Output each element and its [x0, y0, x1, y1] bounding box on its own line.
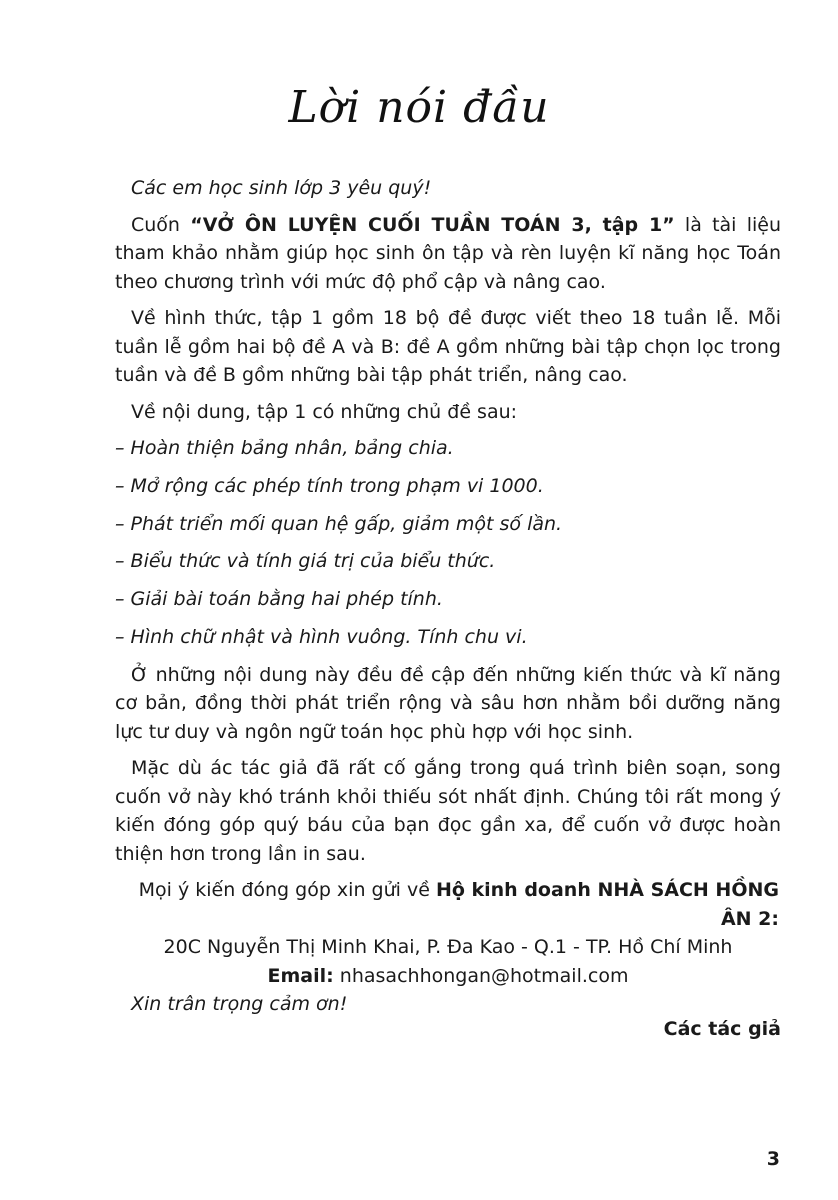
contact-lead: Mọi ý kiến đóng góp xin gửi về — [138, 879, 436, 902]
content-intro: Về nội dung, tập 1 có những chủ đề sau: — [131, 400, 518, 423]
thanks: Xin trân trọng cảm ơn! — [131, 993, 348, 1016]
topic-item: – Phát triển mối quan hệ gấp, giảm một số lần. — [115, 512, 563, 535]
signature: Các tác giả — [663, 1018, 781, 1040]
publisher-name: Hộ kinh doanh NHÀ SÁCH HỒNG ÂN 2: — [435, 879, 779, 930]
greeting: Các em học sinh lớp 3 yêu quý! — [131, 177, 432, 199]
book-title: “VỞ ÔN LUYỆN CUỐI TUẦN TOÁN 3, tập 1” — [190, 213, 675, 236]
publisher-address: 20C Nguyễn Thị Minh Khai, P. Đa Kao - Q.1 - TP. Hồ Chí Minh — [163, 936, 733, 959]
email-label: Email: — [267, 964, 334, 987]
topic-item: – Giải bài toán bằng hai phép tính. — [115, 588, 443, 611]
topic-item: – Hình chữ nhật và hình vuông. Tính chu vi. — [115, 625, 528, 648]
topic-item: – Biểu thức và tính giá trị của biểu thức. — [115, 550, 496, 573]
intro-suffix: là tài liệu tham khảo nhằm giúp học sinh ôn tập và rèn luyện kĩ năng học Toán theo chương trình với mức độ phổ cập và nâng cao. — [115, 213, 782, 293]
topic-item: – Mở rộng các phép tính trong phạm vi 1000. — [115, 474, 544, 497]
contact-line — [115, 876, 781, 933]
page-number: 3 — [766, 1148, 780, 1170]
apology-paragraph: Mặc dù ác tác giả đã rất cố gắng trong quá trình biên soạn, song cuốn vở này khó tránh khỏi thiếu sót nhất định. Chúng tôi rất mong ý kiến đóng góp quý báu của bạn đọc gần xa, để cuốn vở được hoàn thiện hơn trong lần in sau. — [115, 757, 781, 865]
preface-body — [115, 174, 781, 1027]
topic-item: – Hoàn thiện bảng nhân, bảng chia. — [115, 437, 454, 459]
intro-paragraph — [115, 211, 781, 297]
email-address: nhasachhongan@hotmail.com — [333, 964, 629, 987]
form-paragraph: Về hình thức, tập 1 gồm 18 bộ đề được viết theo 18 tuần lễ. Mỗi tuần lễ gồm hai bộ đề A và B: đề A gồm những bài tập chọn lọc trong tuần và đề B gồm những bài tập phát triển, nâng cao. — [115, 307, 781, 386]
topic-list — [115, 434, 781, 651]
page-title: Lời nói đầu — [288, 82, 550, 133]
intro-prefix: Cuốn — [131, 213, 191, 236]
summary-paragraph: Ở những nội dung này đều đề cập đến những kiến thức và kĩ năng cơ bản, đồng thời phát triển rộng và sâu hơn nhằm bồi dưỡng năng lực tư duy và ngôn ngữ toán học phù hợp với học sinh. — [115, 663, 781, 743]
email-line — [115, 962, 781, 991]
